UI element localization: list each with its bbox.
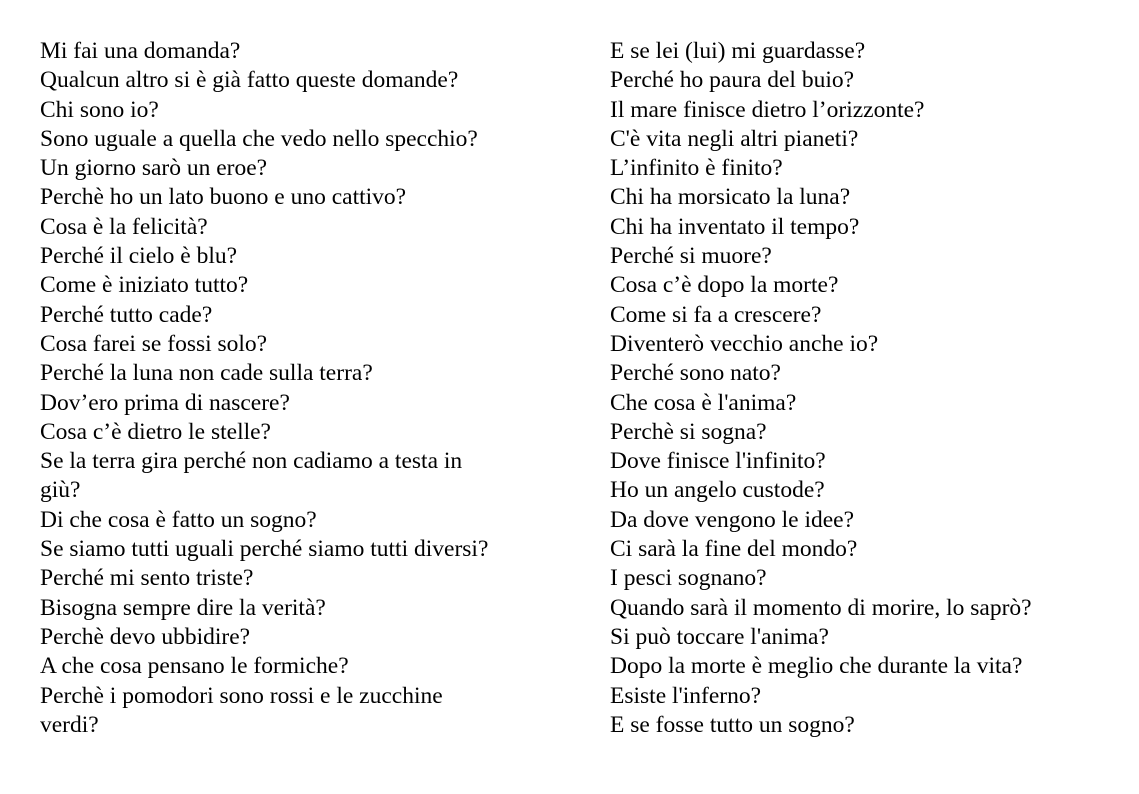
right-question-line: Esiste l'inferno? — [610, 682, 762, 709]
right-question-line: Come si fa a crescere? — [610, 301, 822, 328]
right-question-line: Da dove vengono le idee? — [610, 506, 855, 533]
right-question-line: Dove finisce l'infinito? — [610, 448, 826, 475]
right-question-line: Quando sarà il momento di morire, lo saprò? — [610, 594, 1032, 621]
left-question-line: Perchè ho un lato buono e uno cattivo? — [40, 184, 407, 211]
left-question-line: Se la terra gira perché non cadiamo a testa in giù? — [40, 448, 463, 504]
right-question-line: I pesci sognano? — [610, 565, 767, 592]
left-question-line: Come è iniziato tutto? — [40, 272, 249, 299]
right-question-line: Chi ha inventato il tempo? — [610, 213, 860, 240]
left-question-line: Un giorno sarò un eroe? — [40, 155, 268, 182]
left-question-line: Dov’ero prima di nascere? — [40, 389, 290, 416]
left-question-line: Qualcun altro si è già fatto queste domande? — [40, 67, 459, 94]
left-question-column — [40, 37, 540, 740]
right-question-line: Perché sono nato? — [610, 360, 781, 387]
right-question-line: E se lei (lui) mi guardasse? — [610, 38, 866, 64]
right-question-line: E se fosse tutto un sogno? — [610, 711, 855, 738]
right-question-line: Il mare finisce dietro l’orizzonte? — [610, 96, 925, 123]
left-question-line: Perché tutto cade? — [40, 301, 213, 328]
right-question-line: Perché si muore? — [610, 243, 772, 270]
left-question-line: Perchè i pomodori sono rossi e le zucchine verdi? — [40, 682, 443, 738]
right-question-line: Ho un angelo custode? — [610, 477, 825, 504]
left-question-line: Mi fai una domanda? — [40, 38, 241, 64]
right-question-line: Diventerò vecchio anche io? — [610, 330, 879, 357]
right-question-line: Ci sarà la fine del mondo? — [610, 536, 858, 563]
right-question-line: C'è vita negli altri pianeti? — [610, 125, 859, 152]
right-question-line: Perchè si sogna? — [610, 418, 767, 445]
right-question-line: Dopo la morte è meglio che durante la vita? — [610, 653, 1023, 680]
left-question-line: Perché il cielo è blu? — [40, 243, 238, 270]
left-question-line: Cosa è la felicità? — [40, 213, 208, 240]
right-question-line: Si può toccare l'anima? — [610, 623, 829, 650]
left-question-line: Sono uguale a quella che vedo nello specchio? — [40, 125, 478, 152]
right-question-line: L’infinito è finito? — [610, 155, 783, 182]
right-question-line: Che cosa è l'anima? — [610, 389, 797, 416]
right-question-line: Cosa c’è dopo la morte? — [610, 272, 839, 299]
left-question-line: Di che cosa è fatto un sogno? — [40, 506, 317, 533]
left-question-line: Chi sono io? — [40, 96, 159, 123]
left-question-line: Cosa farei se fossi solo? — [40, 330, 268, 357]
right-question-line: Perché ho paura del buio? — [610, 67, 855, 94]
left-question-line: Perché mi sento triste? — [40, 565, 254, 592]
left-question-line: A che cosa pensano le formiche? — [40, 653, 349, 680]
right-question-line: Chi ha morsicato la luna? — [610, 184, 851, 211]
right-question-column — [610, 37, 1135, 740]
left-question-line: Perchè devo ubbidire? — [40, 623, 251, 650]
left-question-line: Se siamo tutti uguali perché siamo tutti diversi? — [40, 536, 489, 563]
left-question-line: Cosa c’è dietro le stelle? — [40, 418, 271, 445]
left-question-line: Bisogna sempre dire la verità? — [40, 594, 326, 621]
left-question-line: Perché la luna non cade sulla terra? — [40, 360, 373, 387]
